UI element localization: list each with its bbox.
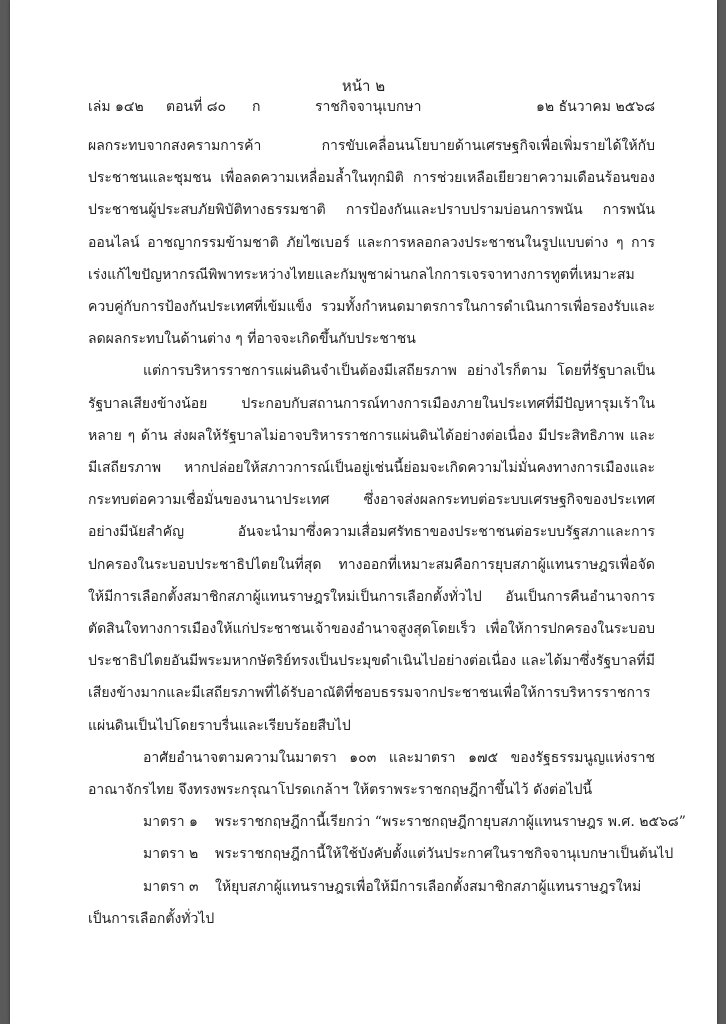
section-1-number: มาตรา ๑ <box>143 814 198 831</box>
paragraph-2: แต่การบริหารราชการแผ่นดินจำเป็นต้องมีเสถียรภาพ อย่างไรก็ตาม โดยที่รัฐบาลเป็นรัฐบาลเสียงข้างน้อย ประกอบกับสถานการณ์ทางการเมืองภายในประเทศที่มีปัญหารุมเร้าในหลาย ๆ ด้าน ส่งผลให้รัฐบาลไม่อาจบริหารราชการแผ่นดินได้อย่างต่อเนื่อง มีประสิทธิภาพ และมีเสถียรภาพ หากปล่อยให้สภาวการณ์เป็นอยู่เช่นนี้ย่อมจะเกิดความไม่มั่นคงทางการเมืองและกระทบต่อความเชื่อมั่นของนานาประเทศ ซึ่งอาจส่งผลกระทบต่อระบบเศรษฐกิจของประเทศอย่างมีนัยสำคัญ อันจะนำมาซึ่งความเสื่อมศรัทธาของประชาชนต่อระบบรัฐสภาและการปกครองในระบอบประชาธิปไตยในที่สุด ทางออกที่เหมาะสมคือการยุบสภาผู้แทนราษฎรเพื่อจัดให้มีการเลือกตั้งสมาชิกสภาผู้แทนราษฎรใหม่เป็นการเลือกตั้งทั่วไป อันเป็นการคืนอำนาจการตัดสินใจทางการเมืองให้แก่ประชาชนเจ้าของอำนาจสูงสุดโดยเร็ว เพื่อให้การปกครองในระบอบประชาธิปไตยอันมีพระมหากษัตริย์ทรงเป็นประมุขดำเนินไปอย่างต่อเนื่อง และได้มาซึ่งรัฐบาลที่มีเสียงข้างมากและมีเสถียรภาพที่ได้รับอาณัติที่ชอบธรรมจากประชาชนเพื่อให้การบริหารราชการแผ่นดินเป็นไปโดยราบรื่นและเรียบร้อยสืบไป <box>88 363 655 734</box>
volume-number: เล่ม ๑๔๒ <box>88 99 144 115</box>
publication-date: ๑๒ ธันวาคม ๒๕๖๘ <box>536 99 655 115</box>
document-page <box>10 0 717 1024</box>
section-2 <box>88 838 674 870</box>
section-1-text: พระราชกฤษฎีกานี้เรียกว่า “พระราชกฤษฎีกายุบสภาผู้แทนราษฎร พ.ศ. ๒๕๖๘” <box>215 814 686 831</box>
paragraph-3: อาศัยอำนาจตามความในมาตรา ๑๐๓ และมาตรา ๑๗๕ ของรัฐธรรมนูญแห่งราชอาณาจักรไทย จึงทรงพระกรุณาโปรดเกล้าฯ ให้ตราพระราชกฤษฎีกาขึ้นไว้ ดังต่อไปนี้ <box>88 749 655 799</box>
section-3 <box>88 871 655 935</box>
section-3-number: มาตรา ๓ <box>143 878 199 895</box>
section-2-text: พระราชกฤษฎีกานี้ให้ใช้บังคับตั้งแต่วันประกาศในราชกิจจานุเบกษาเป็นต้นไป <box>215 846 674 863</box>
page-number: หน้า ๒ <box>341 77 386 95</box>
section-number: ตอนที่ ๘๐ <box>166 99 227 115</box>
paragraph-1: ผลกระทบจากสงครามการค้า การขับเคลื่อนนโยบายด้านเศรษฐกิจเพื่อเพิ่มรายได้ให้กับประชาชนและชุมชน เพื่อลดความเหลื่อมล้ำในทุกมิติ การช่วยเหลือเยียวยาความเดือนร้อนของประชาชนผู้ประสบภัยพิบัติทางธรรมชาติ การป้องกันและปราบปรามบ่อนการพนัน การพนันออนไลน์ อาชญากรรมข้ามชาติ ภัยไซเบอร์ และการหลอกลวงประชาชนในรูปแบบต่าง ๆ การเร่งแก้ไขปัญหากรณีพิพาทระหว่างไทยและกัมพูชาผ่านกลไกการเจรจาทางการทูตที่เหมาะสมควบคู่กับการป้องกันประเทศที่เข้มแข็ง รวมทั้งกำหนดมาตรการในการดำเนินการเพื่อรองรับและลดผลกระทบในด้านต่าง ๆ ที่อาจจะเกิดขึ้นกับประชาชน <box>88 138 655 348</box>
section-1 <box>88 806 686 838</box>
section-3-text: ให้ยุบสภาผู้แทนราษฎรเพื่อให้มีการเลือกตั้งสมาชิกสภาผู้แทนราษฎรใหม่เป็นการเลือกตั้งทั่วไป <box>88 878 642 927</box>
section-2-number: มาตรา ๒ <box>143 846 199 863</box>
document-body <box>88 130 686 935</box>
gazette-name: ราชกิจจานุเบกษา <box>315 99 422 115</box>
part-letter: ก <box>252 99 261 115</box>
